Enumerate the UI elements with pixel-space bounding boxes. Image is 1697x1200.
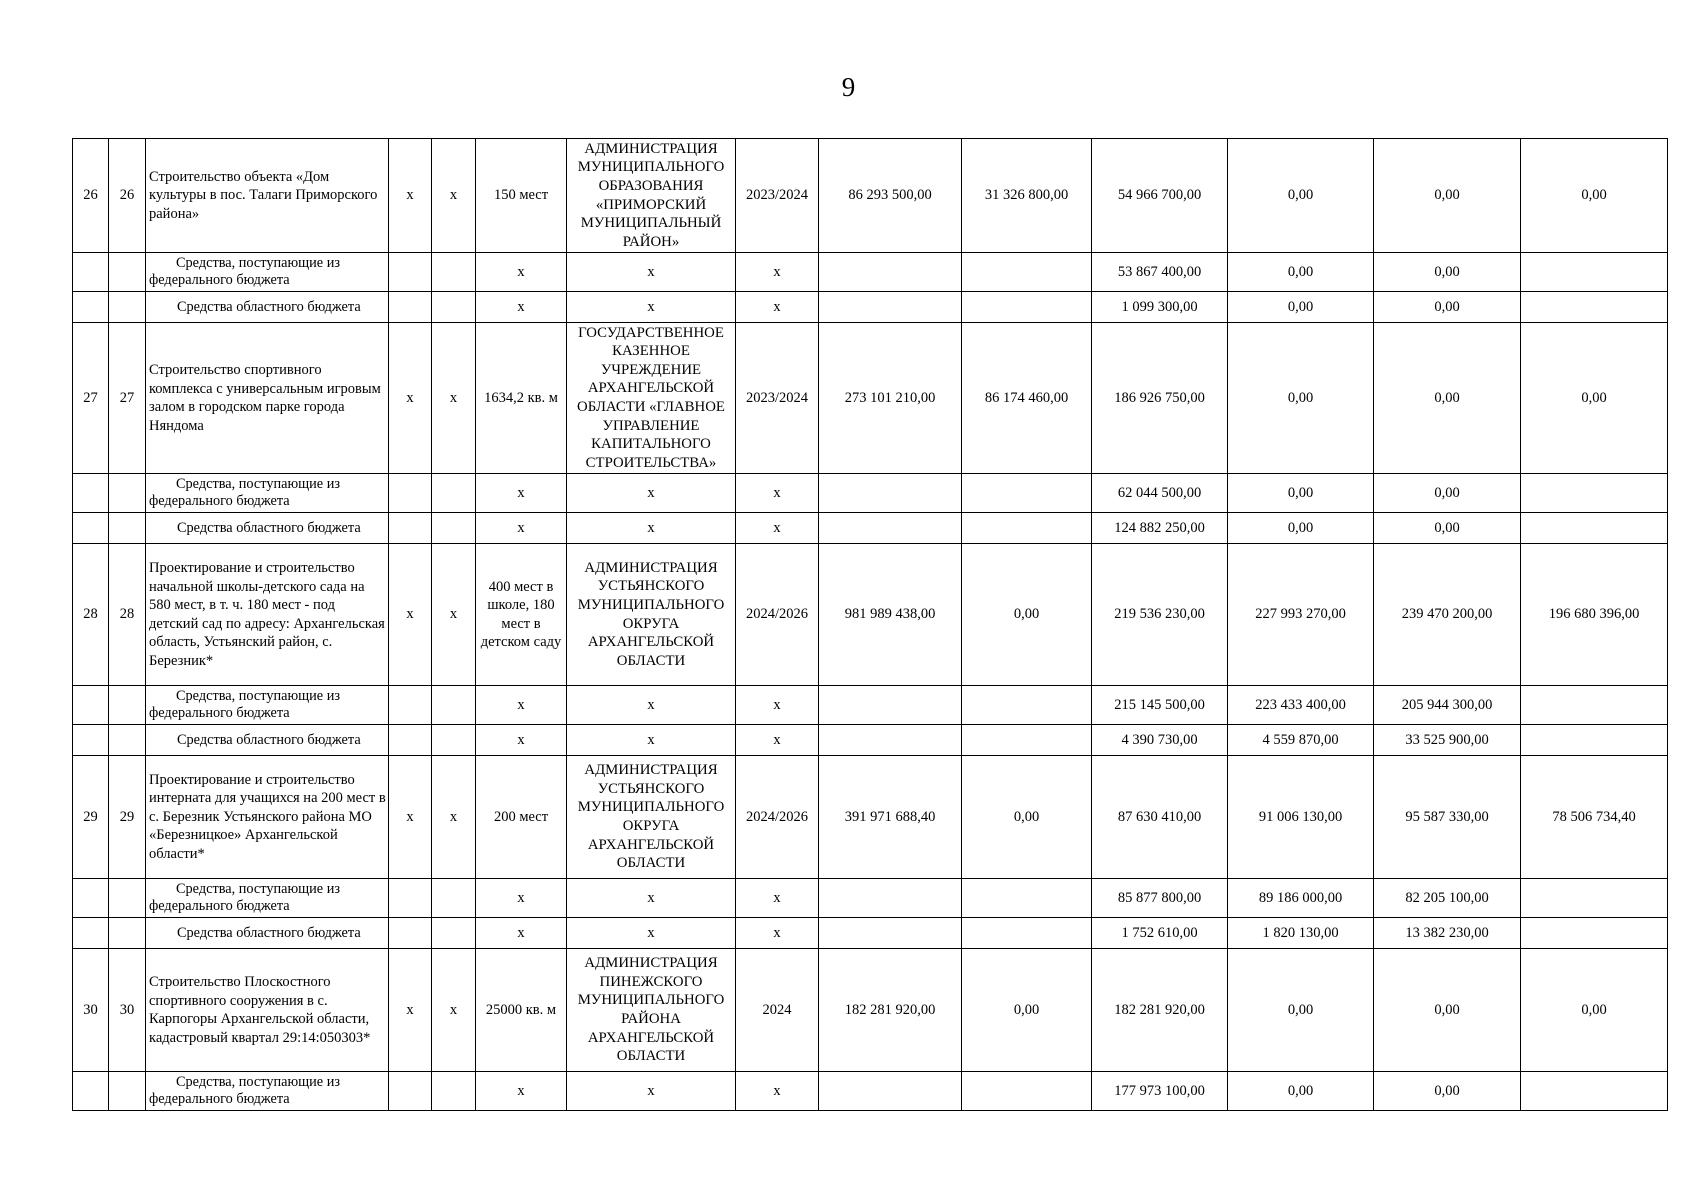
project-row <box>73 323 1668 474</box>
mark-cell: x <box>476 253 567 292</box>
row-number: 29 <box>73 756 109 879</box>
year2-cell: 227 993 270,00 <box>1228 544 1374 686</box>
year1-cell: 124 882 250,00 <box>1092 513 1228 544</box>
source-label: Средства областного бюджета <box>146 725 389 756</box>
year3-cell: 33 525 900,00 <box>1374 725 1521 756</box>
capacity-cell: 1634,2 кв. м <box>476 323 567 474</box>
period-cell: 2024/2026 <box>736 544 819 686</box>
row-number-secondary: 30 <box>109 949 146 1072</box>
period-cell: 2024/2026 <box>736 756 819 879</box>
year4-cell: 0,00 <box>1521 139 1668 253</box>
page-number: 9 <box>841 72 856 102</box>
mark-cell: x <box>567 725 736 756</box>
organization-cell: АДМИНИСТРАЦИЯ МУНИЦИПАЛЬНОГО ОБРАЗОВАНИЯ «ПРИМОРСКИЙ МУНИЦИПАЛЬНЫЙ РАЙОН» <box>567 139 736 253</box>
federal-source-row <box>73 253 1668 292</box>
regional-source-row <box>73 918 1668 949</box>
year1-cell: 177 973 100,00 <box>1092 1072 1228 1111</box>
organization-cell: АДМИНИСТРАЦИЯ УСТЬЯНСКОГО МУНИЦИПАЛЬНОГО ОКРУГА АРХАНГЕЛЬСКОЙ ОБЛАСТИ <box>567 544 736 686</box>
mark-cell: x <box>389 139 432 253</box>
federal-source-row <box>73 474 1668 513</box>
year3-cell: 82 205 100,00 <box>1374 879 1521 918</box>
year3-cell: 0,00 <box>1374 139 1521 253</box>
row-number-secondary: 27 <box>109 323 146 474</box>
organization-cell: АДМИНИСТРАЦИЯ ПИНЕЖСКОГО МУНИЦИПАЛЬНОГО РАЙОНА АРХАНГЕЛЬСКОЙ ОБЛАСТИ <box>567 949 736 1072</box>
mark-cell: x <box>476 513 567 544</box>
mark-cell: x <box>567 879 736 918</box>
year2-cell: 0,00 <box>1228 323 1374 474</box>
total-cost-cell: 182 281 920,00 <box>819 949 962 1072</box>
prior-funding-cell: 0,00 <box>962 544 1092 686</box>
year3-cell: 0,00 <box>1374 513 1521 544</box>
mark-cell: x <box>736 725 819 756</box>
mark-cell: x <box>432 756 476 879</box>
source-label: Средства, поступающие из федерального бюджета <box>146 1072 389 1111</box>
year1-cell: 219 536 230,00 <box>1092 544 1228 686</box>
source-label: Средства, поступающие из федерального бюджета <box>146 686 389 725</box>
mark-cell: x <box>476 1072 567 1111</box>
capacity-cell: 400 мест в школе, 180 мест в детском саду <box>476 544 567 686</box>
project-row <box>73 544 1668 686</box>
year4-cell: 78 506 734,40 <box>1521 756 1668 879</box>
mark-cell: x <box>736 1072 819 1111</box>
mark-cell: x <box>389 323 432 474</box>
year2-cell: 1 820 130,00 <box>1228 918 1374 949</box>
year2-cell: 0,00 <box>1228 513 1374 544</box>
year2-cell: 4 559 870,00 <box>1228 725 1374 756</box>
year3-cell: 205 944 300,00 <box>1374 686 1521 725</box>
budget-table <box>72 138 1668 1111</box>
year2-cell: 0,00 <box>1228 1072 1374 1111</box>
capacity-cell: 150 мест <box>476 139 567 253</box>
mark-cell: x <box>736 879 819 918</box>
mark-cell: x <box>736 292 819 323</box>
year4-cell: 0,00 <box>1521 323 1668 474</box>
year3-cell: 239 470 200,00 <box>1374 544 1521 686</box>
mark-cell: x <box>736 474 819 513</box>
mark-cell: x <box>736 513 819 544</box>
organization-cell: ГОСУДАРСТВЕННОЕ КАЗЕННОЕ УЧРЕЖДЕНИЕ АРХАНГЕЛЬСКОЙ ОБЛАСТИ «ГЛАВНОЕ УПРАВЛЕНИЕ КАПИТАЛЬНОГО СТРОИТЕЛЬСТВА» <box>567 323 736 474</box>
year3-cell: 95 587 330,00 <box>1374 756 1521 879</box>
year1-cell: 182 281 920,00 <box>1092 949 1228 1072</box>
organization-cell: АДМИНИСТРАЦИЯ УСТЬЯНСКОГО МУНИЦИПАЛЬНОГО ОКРУГА АРХАНГЕЛЬСКОЙ ОБЛАСТИ <box>567 756 736 879</box>
project-row <box>73 949 1668 1072</box>
year1-cell: 186 926 750,00 <box>1092 323 1228 474</box>
source-label: Средства областного бюджета <box>146 292 389 323</box>
project-row <box>73 756 1668 879</box>
prior-funding-cell: 31 326 800,00 <box>962 139 1092 253</box>
row-number: 30 <box>73 949 109 1072</box>
total-cost-cell: 981 989 438,00 <box>819 544 962 686</box>
mark-cell: x <box>567 292 736 323</box>
project-description: Строительство Плоскостного спортивного сооружения в с. Карпогоры Архангельской области, кадастровый квартал 29:14:050303* <box>146 949 389 1072</box>
year1-cell: 54 966 700,00 <box>1092 139 1228 253</box>
year1-cell: 1 099 300,00 <box>1092 292 1228 323</box>
total-cost-cell: 391 971 688,40 <box>819 756 962 879</box>
regional-source-row <box>73 513 1668 544</box>
mark-cell: x <box>567 686 736 725</box>
year2-cell: 91 006 130,00 <box>1228 756 1374 879</box>
year2-cell: 0,00 <box>1228 474 1374 513</box>
mark-cell: x <box>736 686 819 725</box>
year4-cell: 0,00 <box>1521 949 1668 1072</box>
year2-cell: 223 433 400,00 <box>1228 686 1374 725</box>
period-cell: 2024 <box>736 949 819 1072</box>
year3-cell: 0,00 <box>1374 1072 1521 1111</box>
mark-cell: x <box>432 139 476 253</box>
source-label: Средства областного бюджета <box>146 513 389 544</box>
year4-cell: 196 680 396,00 <box>1521 544 1668 686</box>
year2-cell: 89 186 000,00 <box>1228 879 1374 918</box>
project-description: Проектирование и строительство интерната для учащихся на 200 мест в с. Березник Устьянского района МО «Березницкое» Архангельской области* <box>146 756 389 879</box>
mark-cell: x <box>389 544 432 686</box>
year3-cell: 0,00 <box>1374 949 1521 1072</box>
year3-cell: 0,00 <box>1374 292 1521 323</box>
row-number-secondary: 29 <box>109 756 146 879</box>
source-label: Средства, поступающие из федерального бюджета <box>146 879 389 918</box>
regional-source-row <box>73 292 1668 323</box>
source-label: Средства, поступающие из федерального бюджета <box>146 474 389 513</box>
capacity-cell: 25000 кв. м <box>476 949 567 1072</box>
mark-cell: x <box>389 949 432 1072</box>
prior-funding-cell: 0,00 <box>962 756 1092 879</box>
federal-source-row <box>73 879 1668 918</box>
year2-cell: 0,00 <box>1228 139 1374 253</box>
mark-cell: x <box>567 1072 736 1111</box>
year1-cell: 85 877 800,00 <box>1092 879 1228 918</box>
year2-cell: 0,00 <box>1228 949 1374 1072</box>
source-label: Средства областного бюджета <box>146 918 389 949</box>
prior-funding-cell: 86 174 460,00 <box>962 323 1092 474</box>
year3-cell: 0,00 <box>1374 253 1521 292</box>
federal-source-row <box>73 1072 1668 1111</box>
year1-cell: 53 867 400,00 <box>1092 253 1228 292</box>
capacity-cell: 200 мест <box>476 756 567 879</box>
mark-cell: x <box>389 756 432 879</box>
mark-cell: x <box>567 253 736 292</box>
mark-cell: x <box>432 323 476 474</box>
period-cell: 2023/2024 <box>736 323 819 474</box>
total-cost-cell: 86 293 500,00 <box>819 139 962 253</box>
year3-cell: 13 382 230,00 <box>1374 918 1521 949</box>
row-number: 28 <box>73 544 109 686</box>
mark-cell: x <box>476 292 567 323</box>
mark-cell: x <box>476 879 567 918</box>
year2-cell: 0,00 <box>1228 292 1374 323</box>
project-description: Строительство объекта «Дом культуры в пос. Талаги Приморского района» <box>146 139 389 253</box>
project-row <box>73 139 1668 253</box>
total-cost-cell: 273 101 210,00 <box>819 323 962 474</box>
year2-cell: 0,00 <box>1228 253 1374 292</box>
mark-cell: x <box>736 918 819 949</box>
project-description: Строительство спортивного комплекса с универсальным игровым залом в городском парке города Няндома <box>146 323 389 474</box>
year1-cell: 62 044 500,00 <box>1092 474 1228 513</box>
mark-cell: x <box>432 544 476 686</box>
row-number-secondary: 28 <box>109 544 146 686</box>
year1-cell: 215 145 500,00 <box>1092 686 1228 725</box>
mark-cell: x <box>476 918 567 949</box>
prior-funding-cell: 0,00 <box>962 949 1092 1072</box>
period-cell: 2023/2024 <box>736 139 819 253</box>
federal-source-row <box>73 686 1668 725</box>
year1-cell: 87 630 410,00 <box>1092 756 1228 879</box>
mark-cell: x <box>567 474 736 513</box>
mark-cell: x <box>567 513 736 544</box>
row-number: 26 <box>73 139 109 253</box>
year3-cell: 0,00 <box>1374 323 1521 474</box>
year3-cell: 0,00 <box>1374 474 1521 513</box>
year1-cell: 1 752 610,00 <box>1092 918 1228 949</box>
row-number: 27 <box>73 323 109 474</box>
year1-cell: 4 390 730,00 <box>1092 725 1228 756</box>
row-number-secondary: 26 <box>109 139 146 253</box>
source-label: Средства, поступающие из федерального бюджета <box>146 253 389 292</box>
mark-cell: x <box>476 686 567 725</box>
mark-cell: x <box>432 949 476 1072</box>
project-description: Проектирование и строительство начальной школы-детского сада на 580 мест, в т. ч. 180 мест - под детский сад по адресу: Архангельская область, Устьянский район, с. Березник* <box>146 544 389 686</box>
mark-cell: x <box>476 725 567 756</box>
regional-source-row <box>73 725 1668 756</box>
mark-cell: x <box>567 918 736 949</box>
mark-cell: x <box>476 474 567 513</box>
mark-cell: x <box>736 253 819 292</box>
